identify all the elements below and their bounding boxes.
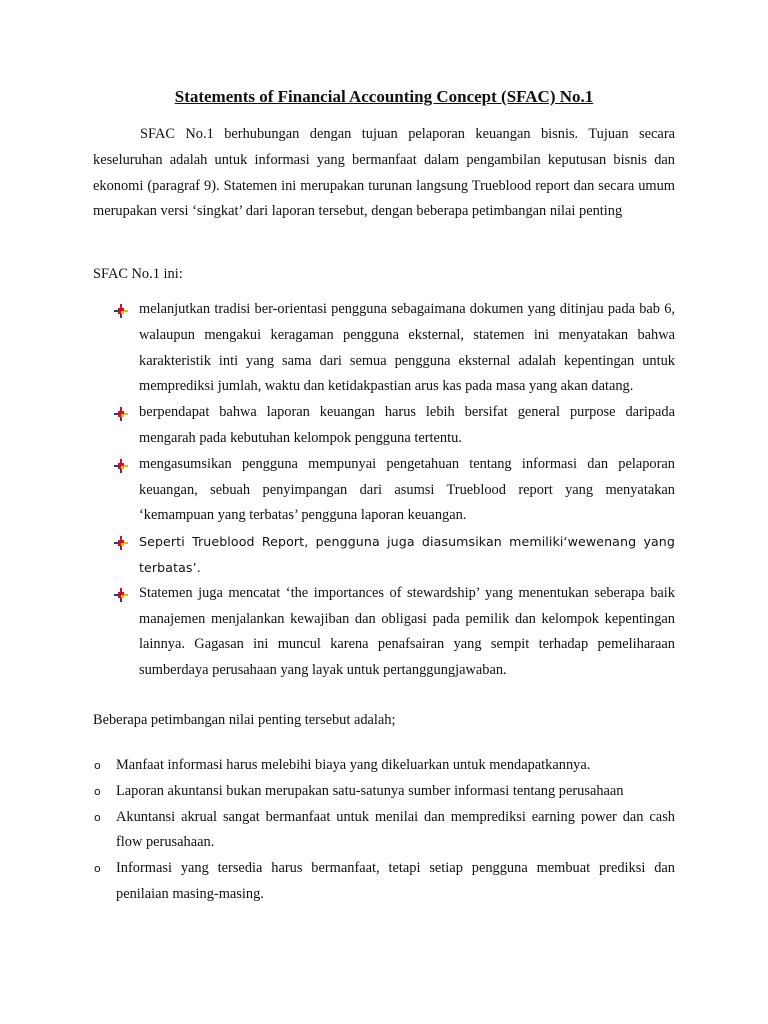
- value-text: Manfaat informasi harus melebihi biaya yang dikeluarkan untuk mendapatkannya.: [116, 757, 591, 773]
- bullet-text: Seperti Trueblood Report, pengguna juga diasumsikan memiliki‘wewenang yang terbatas’.: [139, 534, 675, 575]
- bullet-text: mengasumsikan pengguna mempunyai pengetahuan tentang informasi dan pelaporan keuangan, sebuah penyimpangan dari asumsi Trueblood report yang menyatakan ‘kemampuan yang terbatas’ pengguna laporan keuangan.: [139, 455, 675, 524]
- list-item: [93, 779, 675, 805]
- list-item: [93, 753, 675, 779]
- bullet-text: Statemen juga mencatat ‘the importances of stewardship’ yang menentukan seberapa baik manajemen menjalankan kewajiban dan obligasi pada pemilik dan kelompok kepentingan lainnya. Gagasan ini muncul karena penafsairan yang sempit terhadap pemeliharaan sumberdaya perusahaan yang layak untuk pertanggungjawaban.: [139, 584, 675, 679]
- value-text: Laporan akuntansi bukan merupakan satu-satunya sumber informasi tentang perusahaan: [116, 782, 624, 799]
- values-intro: Beberapa petimbangan nilai penting tersebut adalah;: [93, 712, 396, 728]
- circle-marker: o: [94, 784, 101, 798]
- four-color-arrow-bullet-icon: [114, 588, 128, 602]
- list-item: [93, 856, 675, 908]
- value-text: Akuntansi akrual sangat bermanfaat untuk menilai dan memprediksi earning power dan cash flow perusahaan.: [116, 808, 675, 851]
- circle-marker: o: [94, 810, 101, 824]
- intro-paragraph: SFAC No.1 berhubungan dengan tujuan pelaporan keuangan bisnis. Tujuan secara keseluruhan adalah untuk informasi yang bermanfaat dalam pengambilan keputusan bisnis dan ekonomi (paragraf 9). Statemen ini merupakan turunan langsung Trueblood report dan secara umum merupakan versi ‘singkat’ dari laporan tersebut, dengan beberapa petimbangan nilai penting: [93, 126, 675, 220]
- values-list: [93, 753, 675, 908]
- list-item: [110, 581, 675, 684]
- list-intro: SFAC No.1 ini:: [93, 266, 183, 282]
- list-item: [110, 297, 675, 400]
- four-color-arrow-bullet-icon: [114, 407, 128, 421]
- list-item: [110, 529, 675, 581]
- bullet-list: [110, 297, 675, 684]
- list-item: [93, 805, 675, 857]
- circle-marker: o: [94, 759, 101, 772]
- circle-marker: o: [94, 862, 101, 876]
- four-color-arrow-bullet-icon: [114, 304, 128, 318]
- value-text: Informasi yang tersedia harus bermanfaat, tetapi setiap pengguna membuat prediksi dan penilaian masing-masing.: [116, 860, 675, 902]
- bullet-text: berpendapat bahwa laporan keuangan harus lebih bersifat general purpose daripada mengarah pada kebutuhan kelompok pengguna tertentu.: [139, 404, 675, 446]
- four-color-arrow-bullet-icon: [114, 459, 128, 473]
- bullet-text: melanjutkan tradisi ber-orientasi pengguna sebagaimana dokumen yang ditinjau pada bab 6, walaupun mengakui keragaman pengguna eksternal, statemen ini menyatakan bahwa karakteristik inti yang sama dari semua pengguna eksternal adalah kepentingan untuk memprediksi jumlah, waktu dan ketidakpastian arus kas pada masa yang akan datang.: [139, 301, 675, 395]
- list-item: [110, 400, 675, 452]
- page-title: Statements of Financial Accounting Concept (SFAC) No.1: [174, 87, 594, 106]
- four-color-arrow-bullet-icon: [114, 536, 128, 550]
- list-item: [110, 452, 675, 529]
